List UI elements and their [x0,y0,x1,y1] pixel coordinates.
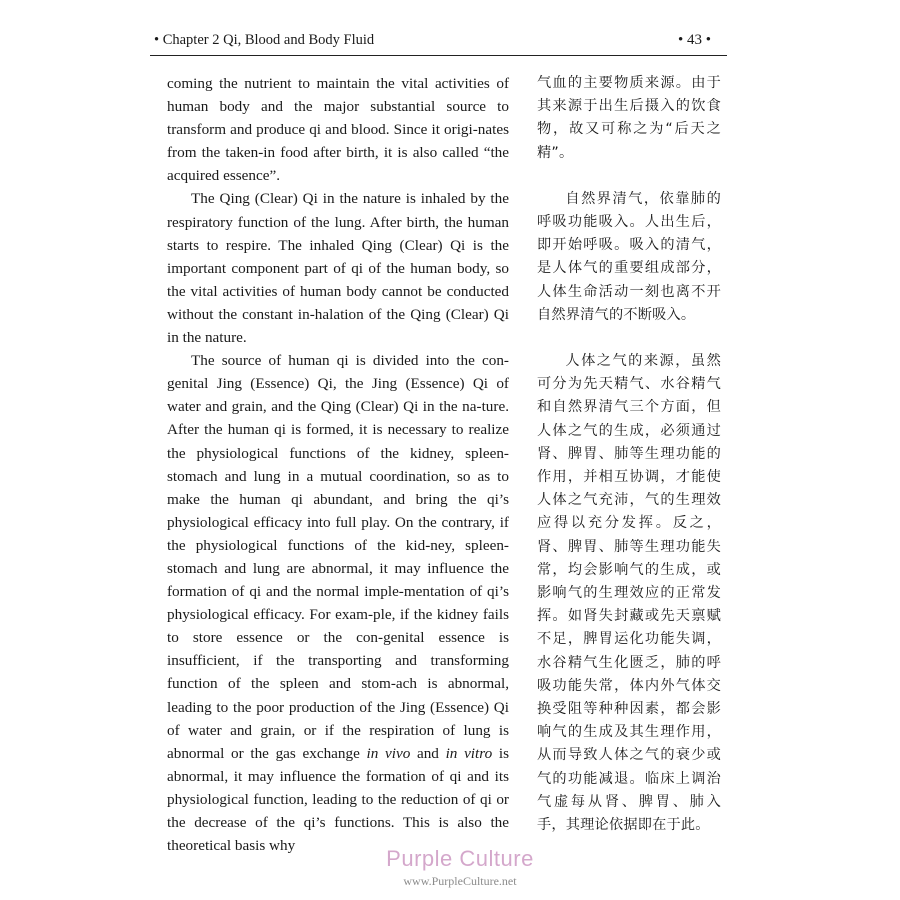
italic-in-vivo: in vivo [366,744,411,762]
header-rule [150,55,727,56]
paragraph-gap [537,165,721,188]
english-paragraph-3-part-a: The source of human qi is divided into the con-genital Jing (Essence) Qi, the Jing (Essence) Qi of water and grain, and the Qing (Clear) Qi in the na-ture. After the human qi is formed, it is necessary to realize the physiological functions of the kidney, spleen-stomach and lung in a mutual coordination, so as to make the human qi abundant, and bring the qi’s physiological efficacy into full play. On the contrary, if the physiological functions of the kid-ney, spleen-stomach and lung are abnormal, it may influence the formation of qi and the normal imple-mentation of qi’s physiological efficacy. For exam-ple, if the kidney fails to store essence or the con-genital essence is insufficient, if the transporting and transforming function of the spleen and stom-ach is abnormal, leading to the poor production of the Jing (Essence) Qi of water and grain, or if the respiration of lung is abnormal or the gas exchange [167,352,509,762]
english-column [167,72,509,857]
paragraph-gap [537,327,721,350]
english-paragraph-2: The Qing (Clear) Qi in the nature is inhaled by the respiratory function of the lung. After birth, the human starts to respire. The inhaled Qing (Clear) Qi is the important component part of qi of the human body, so the vital activities of human body cannot be conducted without the constant in-halation of the Qing (Clear) Qi in the nature. [167,190,509,347]
chapter-title: • Chapter 2 Qi, Blood and Body Fluid [154,32,375,48]
chinese-paragraph-1: 气血的主要物质来源。由于其来源于出生后摄入的饮食物，故又可称之为“后天之精”。 [537,75,721,161]
watermark-brand: Purple Culture [386,846,534,871]
english-paragraph-1: coming the nutrient to maintain the vital activities of human body and the major substantial source to transform and produce qi and blood. Since it origi-nates from the taken-in food after birth, it is also called “the acquired essence”. [167,75,509,185]
chinese-paragraph-3: 人体之气的来源，虽然可分为先天精气、水谷精气和自然界清气三个方面，但人体之气的生成，必须通过肾、脾胃、肺等生理功能的作用，并相互协调，才能使人体之气充沛，气的生理效应得以充分发挥。反之，肾、脾胃、肺等生理功能失常，均会影响气的生成，或影响气的生理效应的正常发挥。如肾失封藏或先天禀赋不足，脾胃运化功能失调，水谷精气生化匮乏，肺的呼吸功能失常，体内外气体交换受阻等种种因素，都会影响气的生成及其生理作用，从而导致人体之气的衰少或气的功能减退。临床上调治气虚每从肾、脾胃、肺入手，其理论依据即在于此。 [537,353,721,834]
english-paragraph-3 [167,349,509,857]
italic-in-vitro: in vitro [445,744,493,762]
watermark [340,826,580,896]
chinese-paragraph-2: 自然界清气，依靠肺的呼吸功能吸入。人出生后，即开始呼吸。吸入的清气，是人体气的重要组成部分，人体生命活动一刻也离不开自然界清气的不断吸入。 [537,190,721,323]
watermark-url: www.PurpleCulture.net [403,874,517,888]
page-number: • 43 • [677,32,711,48]
running-header [150,30,725,52]
and-word: and [410,744,446,762]
english-paragraph-3-part-b: is abnormal, it may influence the formation of qi and its physiological function, leading to the reduction of qi or the decrease of the qi’s functions. This is also the theoretical basis why [167,744,509,855]
chinese-column [537,72,721,837]
